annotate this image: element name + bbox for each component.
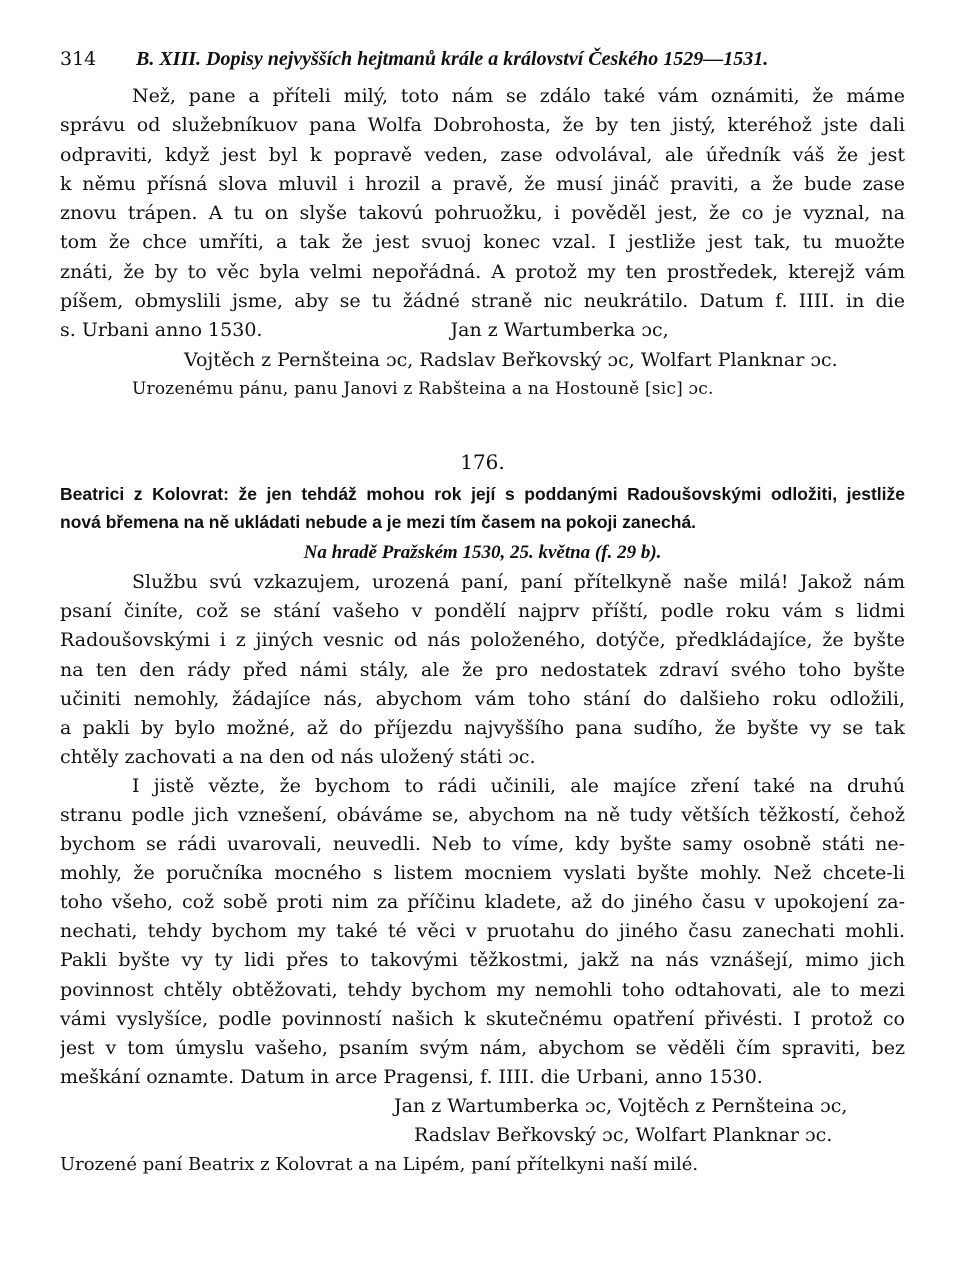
running-head: B. XIII. Dopisy nejvyšších hejtmanů krále a království Českého 1529—1531. [136,48,769,70]
signatures-line: Jan z Wartumberka ɔc, Vojtěch z Pernšteina ɔc, [394,1094,848,1117]
text-line: I jistě vězte, že bychom to rádi učinili, ale majíce zření také na druhú [132,774,905,797]
signatures-line: Radslav Beřkovský ɔc, Wolfart Planknar ɔc. [414,1124,833,1147]
text-line: toho všeho, což sobě proti nim za příčinu kladete, až do jiného času v upokojení za- [60,891,905,914]
text-line: správu od služebníkuov pana Wolfa Dobrohosta, že by ten jistý, kteréhož jste dali [60,114,905,137]
text-line: znáti, že by to věc byla velmi nepořádná. A protož my ten prostředek, kterejž vám [60,260,905,283]
text-line: stranu podle jich vznešení, obáváme se, abychom na ně tudy větších těžkostí, čehož [60,804,905,827]
text-line: píšem, obmyslili jsme, aby se tu žádné straně nic neukrátilo. Datum f. IIII. in die [60,290,905,313]
text-line: odpraviti, když jest byl k popravě veden, zase odvolával, ale úředník váš že jest [60,143,905,166]
text-line: na ten den rády před námi stály, ale že pro nedostatek zdraví svého toho byšte [60,658,905,681]
date-line: s. Urbani anno 1530. [60,319,263,342]
text-line: Službu svú vzkazujem, urozená paní, paní přítelkyně naše milá! Jakož nám [132,571,905,594]
text-line: bychom se rádi uvarovali, neuvedli. Neb to víme, kdy byšte samy osobně státi ne- [60,833,905,856]
document-number: 176. [460,450,505,475]
text-line: a pakli by bylo možné, až do příjezdu najvyššího pana sudího, že byšte vy se tak [60,716,905,739]
letter-address: Urozené paní Beatrix z Kolovrat a na Lipém, paní přítelkyni naší milé. [60,1154,699,1176]
text-line: nechati, tehdy bychom my také té věci v pruotahu do jiného času zanechati mohli. [60,920,905,943]
date-signature-line [60,316,905,345]
text-line: Pakli byšte vy ty lidi přes to takovými těžkostmi, jakž na nás vznášejí, mimo jich [60,949,905,972]
letter-175-continuation [60,82,905,404]
letter-address: Urozenému pánu, panu Janovi z Rabšteina a na Hostouně [sic] ɔc. [132,378,714,399]
signature-start: Jan z Wartumberka ɔc, [450,319,669,342]
text-line: znovu trápen. A tu on slyše takovú pohruožku, i pověděl jest, že co je vyznal, na [60,202,905,225]
text-line: meškání oznamte. Datum in arce Pragensi, f. IIII. die Urbani, anno 1530. [60,1065,763,1088]
letter-176-body [60,568,905,1179]
text-line: psaní činíte, což se stání vašeho v pondělí najprv příští, podle roku vám s lidmi [60,600,905,623]
text-line: jest v tom úmyslu vašeho, psaním svým nám, abychom se věděli čím spraviti, bez [60,1036,905,1059]
text-line: učiniti nemohly, žádajíce nás, abychom vám toho stání do dalšieho roku odložili, [60,687,905,710]
page-header [60,48,905,82]
text-line: tom že chce umříti, a tak že jest svuoj konec vzal. I jestliže jest tak, tu muožte [60,231,905,254]
text-line: k němu přísná slova mluvil i hrozil a pravě, že musí jináč praviti, a že bude zase [60,172,905,195]
text-line: povinnost chtěly obtěžovati, tehdy bychom my nemohli toho odtahovati, ale to mezi [60,978,905,1001]
page-number: 314 [60,48,97,70]
document-dateline: Na hradě Pražském 1530, 25. května (f. 29 b). [303,542,662,564]
signatures-line: Vojtěch z Pernšteina ɔc, Radslav Beřkovský ɔc, Wolfart Planknar ɔc. [184,348,838,371]
summary-line: Beatrici z Kolovrat: že jen tehdáž mohou rok její s poddanými Radoušovskými odložiti, jestliže [60,484,905,505]
text-line: Radoušovskými i z jiných vesnic od nás položeného, dotýče, předkládajíce, že byšte [60,629,905,652]
text-line: Než, pane a příteli milý, toto nám se zdálo také vám oznámiti, že máme [132,85,905,107]
text-line: vámi vyslyšíce, podle povinností našich k skutečnému opatření přivésti. I protož co [60,1007,905,1030]
document-summary [60,480,905,536]
book-page [60,48,905,1179]
text-line: mohly, že poručníka mocného s listem mocniem vyslati byšte mohly. Než chcete-li [60,862,905,885]
summary-line: nová břemena na ně ukládati nebude a je mezi tím časem na pokoji zanechá. [60,512,697,533]
text-line: chtěly zachovati a na den od nás uložený státi ɔc. [60,745,536,768]
